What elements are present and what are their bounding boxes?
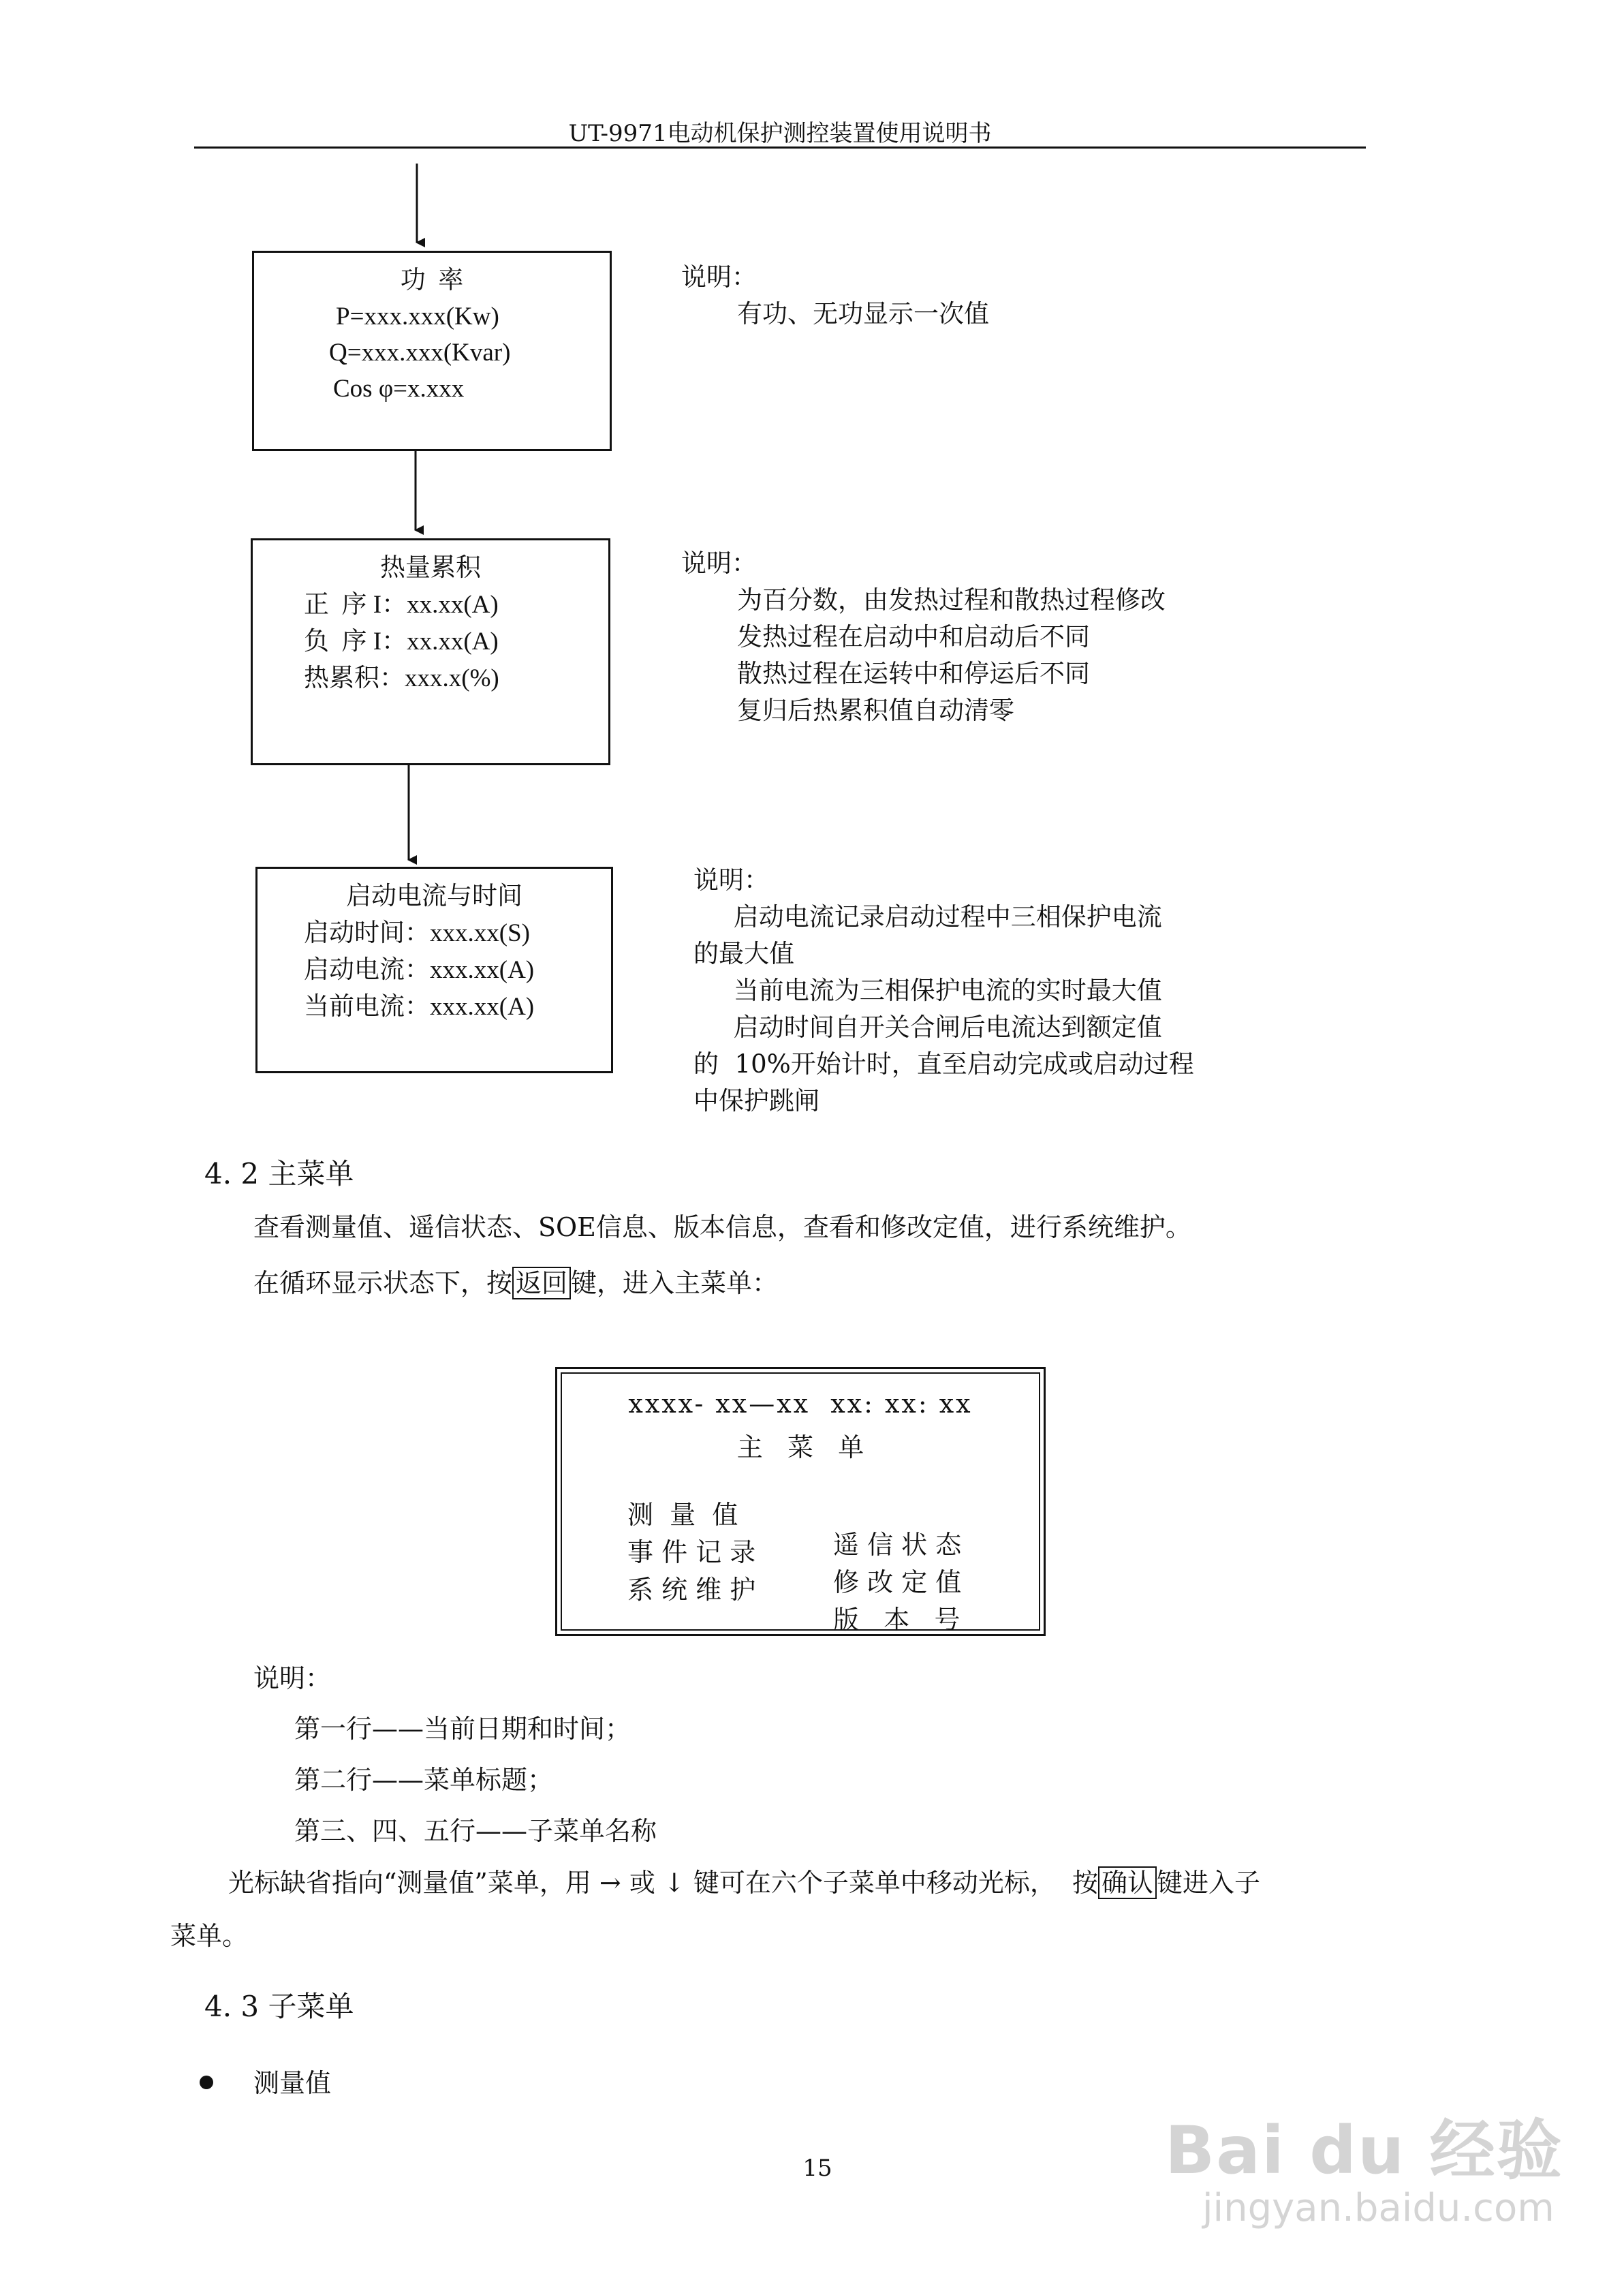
power-display-box: [252, 251, 612, 451]
note-line: 中保护跳闸: [693, 1086, 819, 1115]
instruction-text: 在循环显示状态下，按: [253, 1268, 513, 1298]
positive-sequence-line: 正 序 I：xx.xx(A): [304, 591, 499, 619]
thermal-note: [681, 545, 1166, 729]
return-key: 返回: [512, 1267, 571, 1299]
cursor-instruction: [228, 1864, 1260, 1901]
menu-item-system-maintenance: 系 统 维 护: [627, 1575, 756, 1605]
baidu-watermark-url: jingyan.baidu.com: [1202, 2186, 1555, 2230]
screen-title: 主 菜 单: [736, 1432, 864, 1462]
menu-item-event-records: 事 件 记 录: [627, 1537, 756, 1567]
note-line: 启动电流记录启动过程中三相保护电流: [693, 902, 1162, 931]
notes-item: 第一行——当前日期和时间；: [294, 1714, 631, 1744]
reactive-power-line: Q=xxx.xxx(Kvar): [329, 339, 511, 367]
screen-datetime: xxxx- xx—xx xx: xx: xx: [628, 1389, 973, 1419]
note-label: 说明：: [681, 262, 757, 292]
note-line: 启动时间自开关合闸后电流达到额定值: [693, 1013, 1162, 1042]
box-title: 功 率: [400, 266, 464, 294]
notes-item: 第二行——菜单标题；: [294, 1765, 554, 1795]
notes-label: 说明：: [253, 1663, 332, 1693]
present-current-line: 当前电流：xxx.xx(A): [304, 993, 535, 1021]
main-menu-description: 查看测量值、遥信状态、SOE信息、版本信息，查看和修改定值，进行系统维护。: [253, 1212, 1191, 1242]
thermal-accumulation-box: [251, 538, 610, 765]
page-number: 15: [802, 2155, 832, 2182]
section-heading-4-3: 4. 3 子菜单: [204, 1990, 354, 2023]
document-header-title: UT-9971电动机保护测控装置使用说明书: [568, 120, 992, 147]
note-line: 当前电流为三相保护电流的实时最大值: [693, 976, 1162, 1005]
note-label: 说明：: [681, 549, 757, 578]
menu-item-edit-settings: 修 改 定 值: [833, 1567, 962, 1597]
power-factor-line: Cos φ=x.xxx: [333, 375, 465, 403]
section-heading-4-2: 4. 2 主菜单: [204, 1157, 354, 1190]
start-current-line: 启动电流：xxx.xx(A): [304, 956, 535, 984]
screen-menu-row: [562, 1539, 1039, 1659]
note-line: 有功、无功显示一次值: [737, 299, 989, 328]
start-current-note: [693, 862, 1194, 1120]
thermal-accumulation-line: 热累积：xxx.x(%): [304, 664, 499, 692]
enter-main-menu-instruction: [253, 1265, 778, 1301]
bullet-dot-icon: [200, 2076, 213, 2089]
note-line: 散热过程在运转中和停运后不同: [737, 659, 1090, 688]
confirm-key: 确认: [1098, 1866, 1157, 1899]
note-line: 为百分数，由发热过程和散热过程修改: [737, 585, 1166, 615]
baidu-watermark-logo: Bai du 经验: [1165, 2112, 1563, 2189]
note-line: 的 10%开始计时，直至启动完成或启动过程: [693, 1049, 1194, 1079]
power-note: [681, 259, 989, 333]
active-power-line: P=xxx.xxx(Kw): [336, 303, 499, 330]
menu-item-version: 版 本 号: [833, 1605, 961, 1635]
menu-item-measurements: 测 量 值: [627, 1500, 738, 1530]
cursor-instruction-continued: 菜单。: [170, 1921, 249, 1951]
note-line: 的最大值: [693, 939, 794, 968]
box-title: 启动电流与时间: [346, 882, 522, 910]
instruction-text: 光标缺省指向“测量值”菜单，用 → 或 ↓ 键可在六个子菜单中移动光标， 按: [228, 1868, 1099, 1898]
instruction-text: 键进入子: [1157, 1868, 1261, 1898]
notes-item: 第三、四、五行——子菜单名称: [294, 1816, 657, 1846]
note-line: 发热过程在启动中和启动后不同: [737, 622, 1090, 651]
menu-item-remote-signals: 遥 信 状 态: [833, 1530, 962, 1560]
start-current-box: [255, 867, 613, 1073]
main-menu-screen: [555, 1367, 1046, 1636]
box-title: 热量累积: [380, 554, 481, 582]
note-label: 说明：: [693, 865, 769, 895]
start-time-line: 启动时间：xxx.xx(S): [304, 919, 530, 947]
instruction-text: 键，进入主菜单：: [571, 1268, 779, 1298]
negative-sequence-line: 负 序 I：xx.xx(A): [304, 628, 499, 656]
main-menu-screen-inner: [561, 1372, 1040, 1635]
bullet-item-measurements: 测量值: [253, 2068, 332, 2098]
note-line: 复归后热累积值自动清零: [737, 696, 1014, 725]
